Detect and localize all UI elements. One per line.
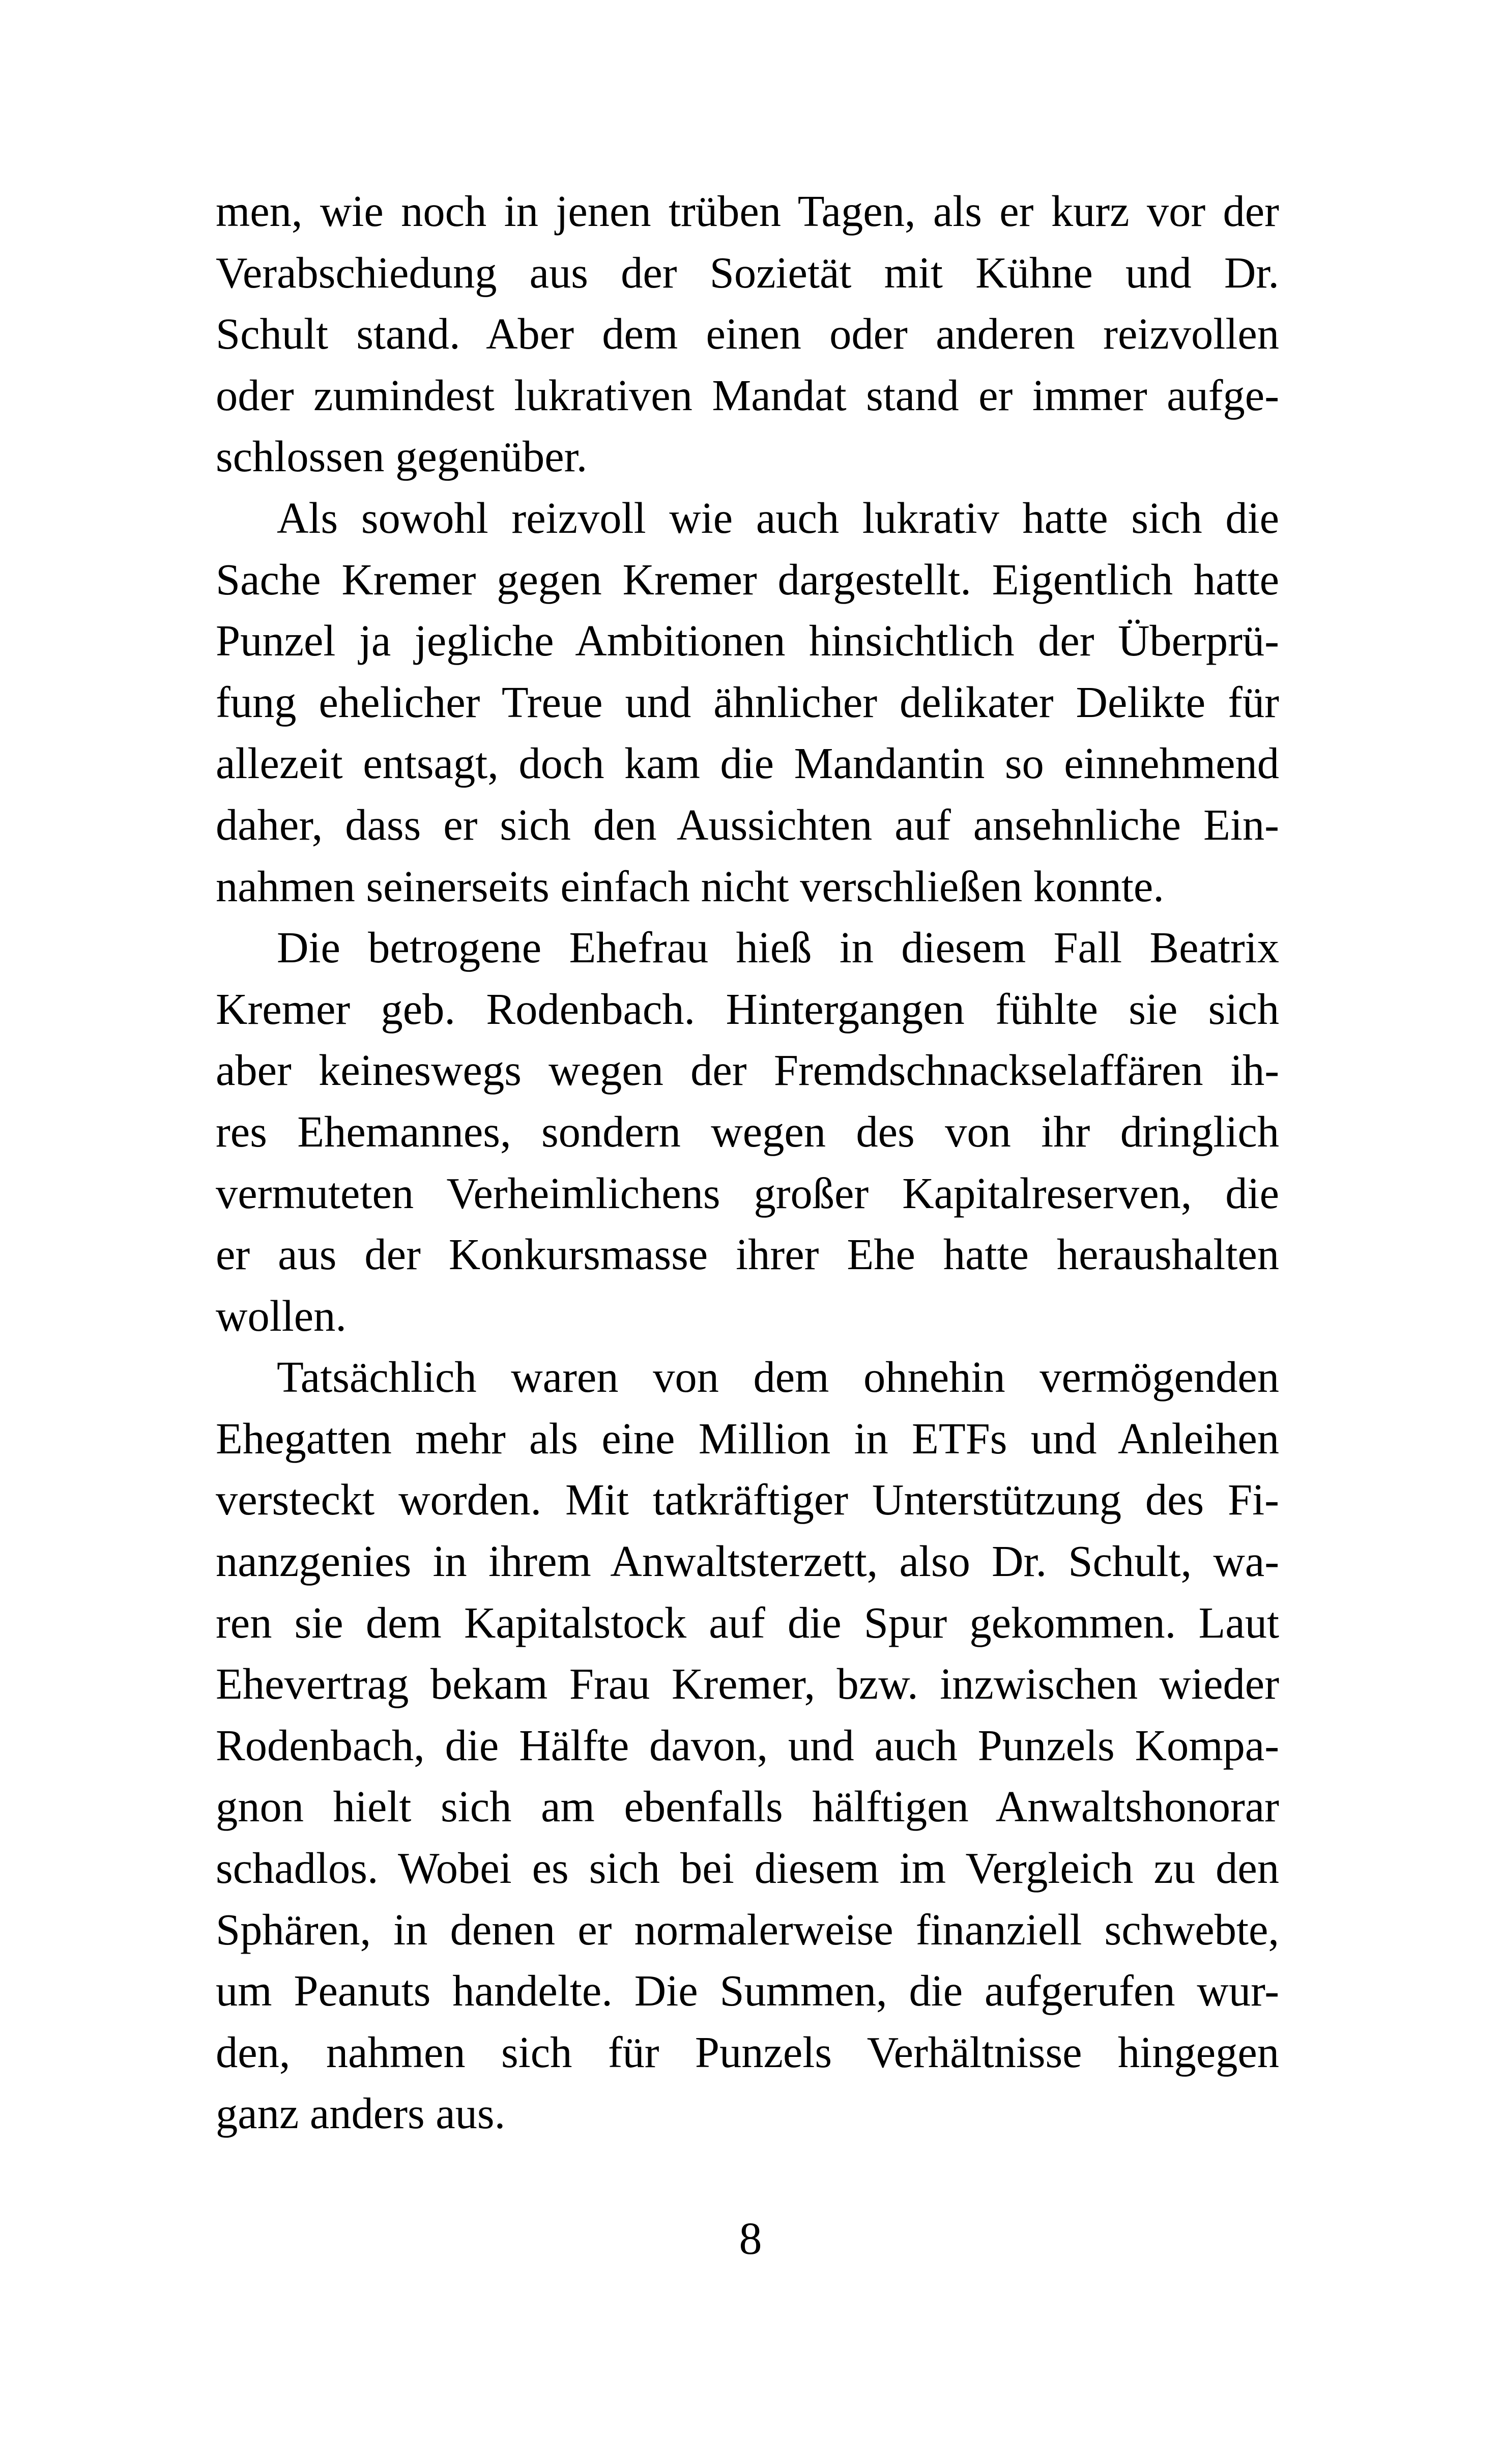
text-line: Sache Kremer gegen Kremer dargestellt. Eigentlich hatte — [216, 555, 1279, 604]
text-line: Tatsächlich waren von dem ohnehin vermögenden — [277, 1353, 1279, 1402]
text-line: nanzgenies in ihrem Anwaltsterzett, also Dr. Schult, wa- — [216, 1537, 1279, 1586]
paragraph — [216, 917, 1279, 1346]
text-line: allezeit entsagt, doch kam die Mandantin so einnehmend — [216, 739, 1279, 788]
text-line: Kremer geb. Rodenbach. Hintergangen fühlte sie sich — [216, 984, 1279, 1034]
text-line: Ehevertrag bekam Frau Kremer, bzw. inzwischen wieder — [216, 1659, 1279, 1709]
text-line: aber keineswegs wegen der Fremdschnackselaffären ih- — [216, 1046, 1279, 1095]
text-line: Die betrogene Ehefrau hieß in diesem Fall Beatrix — [277, 923, 1279, 972]
text-line: ganz anders aus. — [216, 2089, 506, 2138]
text-line: schadlos. Wobei es sich bei diesem im Vergleich zu den — [216, 1844, 1279, 1893]
text-line: oder zumindest lukrativen Mandat stand er immer aufge- — [216, 370, 1279, 420]
page-body — [216, 181, 1279, 2144]
text-line: res Ehemannes, sondern wegen des von ihr dringlich — [216, 1107, 1279, 1156]
text-line: Verabschiedung aus der Sozietät mit Kühne und Dr. — [216, 248, 1279, 297]
text-line: wollen. — [216, 1291, 347, 1340]
text-line: Schult stand. Aber dem einen oder anderen reizvollen — [216, 309, 1279, 359]
text-line: ren sie dem Kapitalstock auf die Spur gekommen. Laut — [216, 1598, 1279, 1647]
text-line: schlossen gegenüber. — [216, 432, 588, 481]
text-line: den, nahmen sich für Punzels Verhältnisse hingegen — [216, 2027, 1279, 2077]
paragraph — [216, 488, 1279, 917]
text-line: Punzel ja jegliche Ambitionen hinsichtlich der Überprü- — [216, 616, 1279, 666]
text-line: um Peanuts handelte. Die Summen, die aufgerufen wur- — [216, 1966, 1279, 2016]
text-line: Sphären, in denen er normalerweise finanziell schwebte, — [216, 1905, 1279, 1954]
page-number: 8 — [739, 2214, 762, 2264]
text-line: Rodenbach, die Hälfte davon, und auch Punzels Kompa- — [216, 1721, 1279, 1770]
text-line: Als sowohl reizvoll wie auch lukrativ hatte sich die — [277, 493, 1279, 542]
text-line: Ehegatten mehr als eine Million in ETFs und Anleihen — [216, 1414, 1279, 1463]
text-line: er aus der Konkursmasse ihrer Ehe hatte heraushalten — [216, 1230, 1279, 1279]
text-line: versteckt worden. Mit tatkräftiger Unterstützung des Fi- — [216, 1475, 1279, 1525]
text-line: gnon hielt sich am ebenfalls hälftigen Anwaltshonorar — [216, 1782, 1279, 1831]
text-line: men, wie noch in jenen trüben Tagen, als er kurz vor der — [216, 187, 1279, 236]
paragraph — [216, 1346, 1279, 2144]
text-line: daher, dass er sich den Aussichten auf ansehnliche Ein- — [216, 800, 1279, 849]
text-line: vermuteten Verheimlichens großer Kapitalreserven, die — [216, 1168, 1279, 1218]
paragraph — [216, 181, 1279, 488]
text-line: fung ehelicher Treue und ähnlicher delikater Delikte für — [216, 677, 1279, 727]
text-line: nahmen seinerseits einfach nicht verschließen konnte. — [216, 862, 1164, 911]
